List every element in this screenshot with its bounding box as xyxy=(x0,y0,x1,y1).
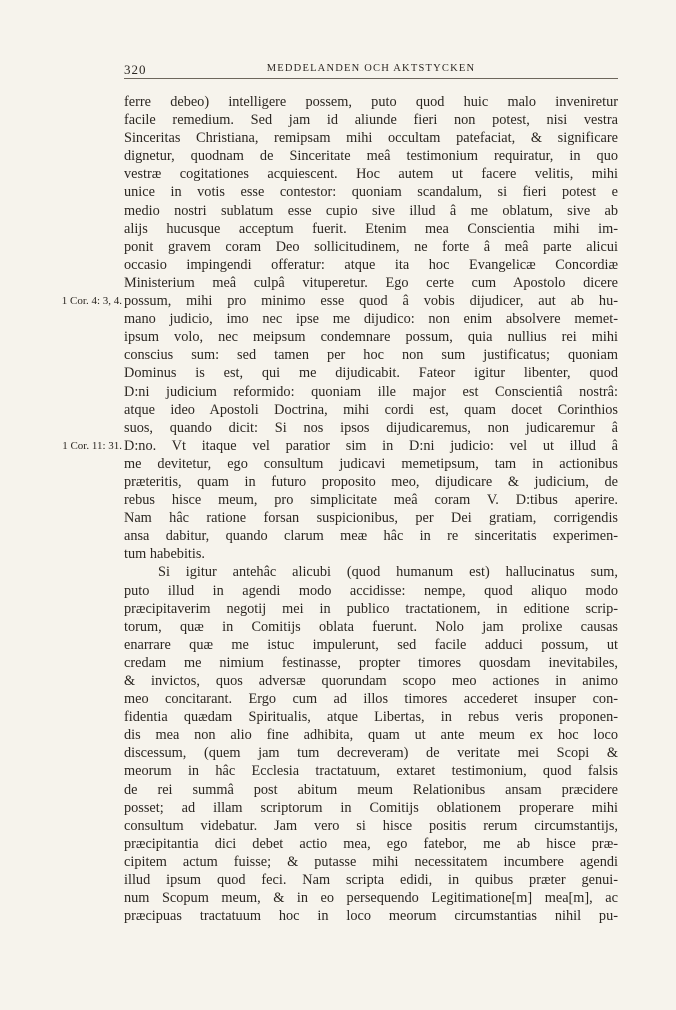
text-line: atque ideo Apostoli Doctrina, mihi cordi est, quam docet Corinthios xyxy=(124,401,618,418)
text-line: consultum videbatur. Jam vero si hisce positis rerum circumstantijs, xyxy=(124,817,618,834)
text-line: Si igitur antehâc alicubi (quod humanum est) hallucinatus sum, xyxy=(158,564,618,581)
text-line: Dominus is est, qui me dijudicabit. Fateor igitur libenter, quod xyxy=(124,365,618,382)
text-line: unice in votis esse contestor: quoniam scandalum, si fieri potest e xyxy=(124,184,618,201)
text-line: Nam hâc ratione forsan suspicionibus, per Dei gratiam, corrigendis xyxy=(124,510,618,527)
text-line: meorum in hâc Ecclesia tractatuum, extaret testimonium, quod falsis xyxy=(124,763,618,780)
text-line: fidentia quædam Spiritualis, atque Libertas, in rebus veris proponen- xyxy=(124,709,618,726)
text-line: meo concitarant. Ergo cum ad illos timores accederet insuper con- xyxy=(124,691,618,708)
text-line: de rei summâ post abitum meum Relationibus ansam præcidere xyxy=(124,781,618,798)
body-text xyxy=(124,93,618,925)
text-line: conscius sum: sed tamen per hoc non sum justificatus; quoniam xyxy=(124,347,618,364)
text-line: medio nostri sublatum esse cupio sive illud â me oblatum, sive ab xyxy=(124,202,618,219)
text-line: Sinceritas Christiana, remipsam mihi occultam patefaciat, & significare xyxy=(124,130,618,147)
text-line: occasio impingendi offeratur: atque ita hoc Evangelicæ Concordiæ xyxy=(124,256,618,273)
text-line: vestræ cogitationes acquiescent. Hoc autem ut facere velitis, mihi xyxy=(124,166,618,183)
text-line: præteritis, quam in futuro proposito meo, dijudicare & judicium, de xyxy=(124,473,618,490)
text-line: præcipitantia dici debet actio mea, ego fatebor, me ab hisce præ- xyxy=(124,835,618,852)
text-line: discessum, (quem jam tum decreveram) de veritate mei Scopi & xyxy=(124,745,618,762)
text-line: puto illud in agendi modo accidisse: nempe, quod aliquo modo xyxy=(124,582,618,599)
text-line: præcipuas tractatuum hoc in loco meorum circumstantias nihil pu- xyxy=(124,908,618,925)
text-line: Ministerium meâ culpâ vituperetur. Ego certe cum Apostolo dicere xyxy=(124,274,618,291)
text-line: ponit gravem coram Deo sollicitudinem, ne forte â meâ parte alicui xyxy=(124,238,618,255)
text-line: illud ipsum quod feci. Nam scripta edidi, in quibus præter genui- xyxy=(124,872,618,889)
text-line: dis mea non alio fine adhibita, quam ut ante meum ex hoc loco xyxy=(124,727,618,744)
running-head: MEDDELANDEN OCH AKTSTYCKEN xyxy=(266,63,476,74)
text-line: posset; ad illam scriptorum in Comitijs oblationem properare mihi xyxy=(124,799,618,816)
text-line: facile remedium. Sed jam id aliunde fieri non potest, nisi vestra xyxy=(124,112,618,129)
text-line: tum habebitis. xyxy=(124,546,206,563)
text-line: ferre debeo) intelligere possem, puto quod huic malo inveniretur xyxy=(124,94,618,110)
margin-note: 1 Cor. 11: 31. xyxy=(62,439,122,452)
text-line: me devitetur, ego consultum judicavi memetipsum, tam in actionibus xyxy=(124,455,618,472)
margin-note: 1 Cor. 4: 3, 4. xyxy=(61,295,122,308)
text-line: D:ni judicium reformido: quoniam ille major est Conscientiâ nostrâ: xyxy=(124,383,618,400)
text-line: enarrare quæ me istuc impulerunt, sed facile adduci possum, ut xyxy=(124,636,618,653)
text-line: suos, quando dicit: Si nos ipsos dijudicaremus, non judicaremur â xyxy=(124,419,618,436)
text-line: num Scopum meum, & in eo persequendo Legitimatione[m] mea[m], ac xyxy=(124,890,618,907)
text-line: torum, quæ in Comitijs oblata fuerunt. Nolo jam prolixe causas xyxy=(124,618,618,635)
text-line: credam me nimium festinasse, propter timores quosdam inevitabiles, xyxy=(124,654,618,671)
text-line: præcipitaverim negotij mei in publico tractationem, in editione scrip- xyxy=(124,600,618,617)
page-number: 320 xyxy=(124,62,147,77)
text-line: ipsum volo, nec meipsum condemnare possum, quia nullius rei mihi xyxy=(124,329,618,346)
text-line: dignetur, quodnam de Sinceritate meâ testimonium requiratur, in quo xyxy=(124,148,618,165)
text-line: alijs hucusque acceptum fuerit. Etenim mea Conscientia mihi im- xyxy=(124,220,618,237)
text-line: D:no. Vt itaque vel paratior sim in D:ni judicio: vel ut illud â xyxy=(124,437,618,454)
text-line: & invictos, quos adversæ quorundam scopo meo actiones in animo xyxy=(124,673,618,689)
text-line: mano judicio, imo nec ipse me dijudico: non enim absolvere memet- xyxy=(124,311,618,328)
text-line: possum, mihi pro minimo esse quod â vobis dijudicer, aut ab hu- xyxy=(124,293,618,310)
text-line: rebus hisce meum, pro simplicitate meâ coram V. D:tibus aperire. xyxy=(124,492,618,509)
page-header xyxy=(124,62,618,79)
text-line: cipitem actum fuisse; & putasse mihi necessitatem incumbere agendi xyxy=(124,853,618,870)
text-line: ansa dabitur, quando clarum meæ hâc in re sinceritatis experimen- xyxy=(124,528,618,545)
